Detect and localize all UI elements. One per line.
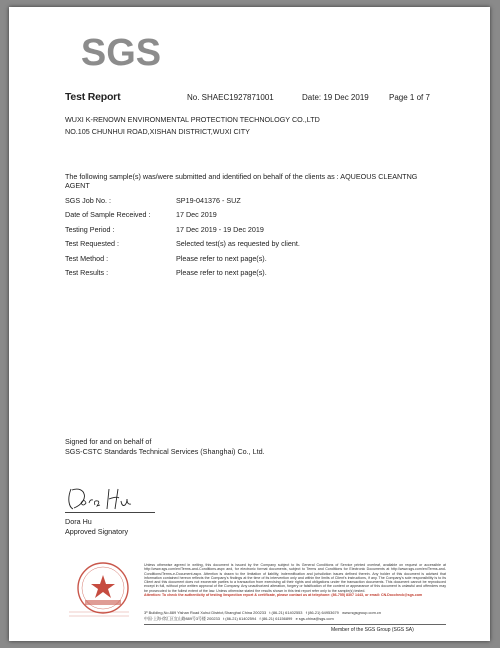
field-value: Please refer to next page(s). xyxy=(176,254,267,263)
field-label: Test Method : xyxy=(65,254,109,263)
sample-intro-line2: AGENT xyxy=(65,181,90,190)
field-value: Please refer to next page(s). xyxy=(176,268,267,277)
field-value: 17 Dec 2019 - 19 Dec 2019 xyxy=(176,225,264,234)
field-value: Selected test(s) as requested by client. xyxy=(176,239,300,248)
address-cn-text: 中国·上海·徐汇区宜山路889号3号楼 200233 xyxy=(144,616,220,621)
signing-company: SGS-CSTC Standards Technical Services (Shanghai) Co., Ltd. xyxy=(65,447,265,456)
signer-name: Dora Hu xyxy=(65,517,92,526)
report-date: Date: 19 Dec 2019 xyxy=(302,93,369,102)
field-row xyxy=(65,268,267,277)
tel-cn: t (86-21) 61402594 xyxy=(223,616,257,621)
sgs-logo xyxy=(75,27,167,75)
field-label: Test Results : xyxy=(65,268,109,277)
field-row xyxy=(65,196,241,205)
client-address: NO.105 CHUNHUI ROAD,XISHAN DISTRICT,WUXI CITY xyxy=(65,127,250,136)
field-label: Date of Sample Received : xyxy=(65,210,151,219)
tel: t (86-21) 61402553 xyxy=(269,610,303,615)
signer-role: Approved Signatory xyxy=(65,527,129,536)
terms-fine-print xyxy=(144,563,446,597)
official-seal xyxy=(65,560,140,622)
fax: f (86-21) 64953679 xyxy=(305,610,339,615)
fax-cn: f (86-21) 61156899 xyxy=(259,616,293,621)
field-label: Testing Period : xyxy=(65,225,115,234)
field-row xyxy=(65,225,264,234)
address-en-text: 3º Building,No.889 Yishan Road Xuhui District,Shanghai China 200233 xyxy=(144,610,267,615)
field-label: Test Requested : xyxy=(65,239,119,248)
sample-intro-line1: The following sample(s) was/were submitted and identified on behalf of the clients as : AQUEOUS CLEANTNG xyxy=(65,172,418,181)
signature-line xyxy=(65,512,155,513)
field-value: 17 Dec 2019 xyxy=(176,210,217,219)
website-link[interactable]: www.sgsgroup.com.cn xyxy=(342,610,382,615)
terms-text: Unless otherwise agreed in writing, this document is issued by the Company subject to its General Conditions of Service printed overleaf, available on request or accessible at http://www.sgs.com/en/Terms-and-Conditions.aspx and, for electronic format documents, subject to Terms and Conditions for Electronic Documents at http://www.sgs.com/en/Terms-and-Conditions/Terms-e-Document.aspx. Attention is drawn to the limitation of liability, indemnification and jurisdiction issues defined therein. Any holder of this document is advised that information contained hereon reflects the Company's findings at the time of its intervention only and within the limits of Client's instructions, if any. The Company's sole responsibility is to its Client and this document does not exonerate parties to a transaction from exercising all their rights and obligations under the transaction documents. This document cannot be reproduced except in full, without prior written approval of the Company. Any unauthorized alteration, forgery or falsification of the content or appearance of this document is unlawful and offenders may be prosecuted to the fullest extent of the law. Unless otherwise stated the results shown in this test report refer only to the sample(s) tested. xyxy=(144,563,446,593)
signature xyxy=(65,481,145,515)
page-number: Page 1 of 7 xyxy=(389,93,430,102)
field-value: SP19-041376 - SUZ xyxy=(176,196,241,205)
field-row xyxy=(65,210,217,219)
field-label: SGS Job No. : xyxy=(65,196,111,205)
sgs-membership: Member of the SGS Group (SGS SA) xyxy=(331,627,414,633)
logo-text: SGS xyxy=(80,32,162,74)
footer-divider xyxy=(144,624,446,625)
address-cn xyxy=(144,616,334,622)
report-number: No. SHAEC1927871001 xyxy=(187,93,274,102)
report-page xyxy=(9,7,490,641)
email-link[interactable]: e sgs.china@sgs.com xyxy=(295,616,334,621)
client-name: WUXI K-RENOWN ENVIRONMENTAL PROTECTION TECHNOLOGY CO.,LTD xyxy=(65,115,320,124)
field-row xyxy=(65,254,267,263)
field-row xyxy=(65,239,300,248)
report-title: Test Report xyxy=(65,91,121,103)
signed-on-behalf: Signed for and on behalf of xyxy=(65,437,152,446)
attention-text: Attention: To check the authenticity of testing /inspection report & certificate, please contact us at telephone: (86-755) 8307 1443, or email: CN.Doccheck@sgs.com xyxy=(144,593,423,598)
address-en xyxy=(144,610,381,615)
